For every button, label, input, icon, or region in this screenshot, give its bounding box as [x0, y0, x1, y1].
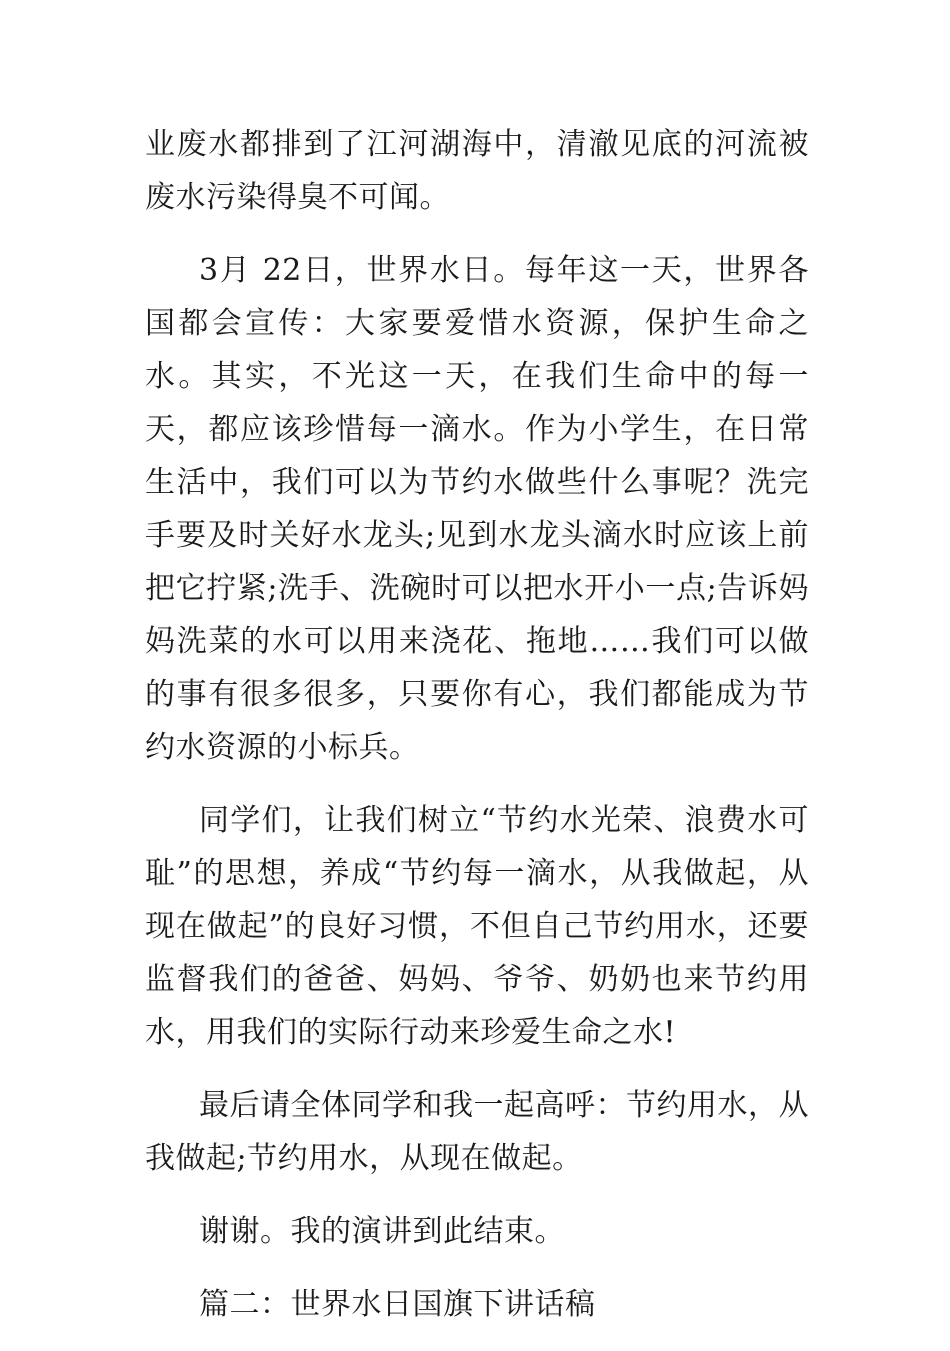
paragraph-closing: 谢谢。我的演讲到此结束。: [199, 1214, 565, 1249]
section-heading: 篇二：世界水日国旗下讲话稿: [199, 1287, 596, 1322]
paragraph-continued: 业废水都排到了江河湖海中，清澈见底的河流被废水污染得臭不可闻。: [145, 127, 809, 215]
paragraph-world-water-day: 3月 22日，世界水日。每年这一天，世界各国都会宣传：大家要爱惜水资源，保护生命之水。其实，不光这一天，在我们生命中的每一天，都应该珍惜每一滴水。作为小学生，在日常生活中，我们可以为节约水做些什么事呢？洗完手要及时关好水龙头;见到水龙头滴水时应该上前把它拧紧;洗手、洗碗时可以把水开小一点;告诉妈妈洗菜的水可以用来浇花、拖地……我们可以做的事有很多很多，只要你有心，我们都能成为节约水资源的小标兵。: [145, 253, 809, 765]
paragraph-call-to-action: 同学们，让我们树立“节约水光荣、浪费水可耻”的思想，养成“节约每一滴水，从我做起，从现在做起”的良好习惯，不但自己节约用水，还要监督我们的爸爸、妈妈、爷爷、奶奶也来节约用水，用我们的实际行动来珍爱生命之水!: [145, 803, 809, 1050]
paragraph-slogan: 最后请全体同学和我一起高呼：节约用水，从我做起;节约用水，从现在做起。: [145, 1088, 809, 1176]
document-body: [145, 118, 809, 1351]
